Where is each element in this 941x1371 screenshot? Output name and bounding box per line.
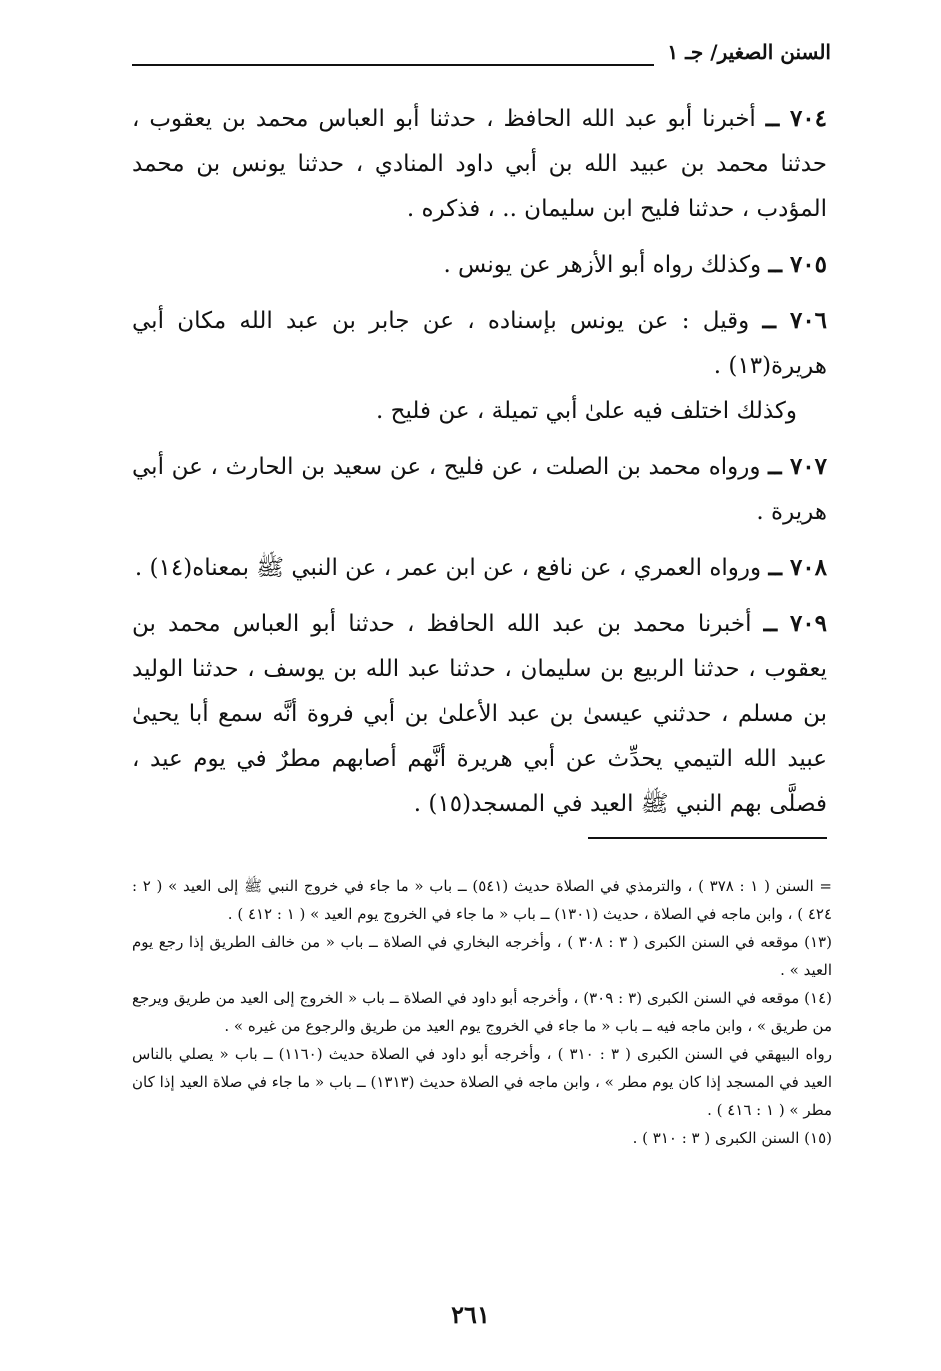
hadith-number: ٧٠٨ ــ (768, 554, 827, 581)
hadith-text: أخبرنا محمد بن عبد الله الحافظ ، حدثنا أبو العباس محمد بن يعقوب ، حدثنا الربيع بن سليمان ، حدثنا عبد الله بن يوسف ، حدثنا الوليد بن مسلم ، حدثني عيسىٰ بن عبد الأعلىٰ بن أبي فروة أنَّه سمع أبا يحيىٰ عبيد الله التيمي يحدِّث عن أبي هريرة أنَّهم أصابهم مطرٌ في يوم عيد ، فصلَّى بهم النبي ﷺ العيد في المسجد(١٥) . (132, 611, 827, 817)
running-header: السنن الصغير/ جـ ١ (667, 40, 831, 64)
header-rule (132, 64, 654, 66)
footnote-15: (١٥) السنن الكبرى ( ٣ : ٣١٠ ) . (632, 1129, 832, 1147)
hadith-707 (132, 444, 827, 535)
footnotes (132, 872, 832, 1152)
hadith-text: أخبرنا أبو عبد الله الحافظ ، حدثنا أبو العباس محمد بن يعقوب ، حدثنا محمد بن عبيد الله بن أبي داود المنادي ، حدثنا يونس بن محمد المؤدب ، حدثنا فليح ابن سليمان .. ، فذكره . (132, 106, 827, 222)
hadith-706 (132, 298, 827, 434)
footnote-continued: = السنن ( ١ : ٣٧٨ ) ، والترمذي في الصلاة حديث (٥٤١) ــ باب « ما جاء في خروج النبي ﷺ إلى العيد » ( ٢ : ٤٢٤ ) ، وابن ماجه في الصلاة ، حديث (١٣٠١) ــ باب « ما جاء في الخروج يوم العيد » ( ١ : ٤١٢ ) . (132, 877, 832, 923)
footnote-13: (١٣) موقعه في السنن الكبرى ( ٣ : ٣٠٨ ) ، وأخرجه البخاري في الصلاة ــ باب « من خالف الطريق إذا رجع يوم العيد » . (132, 933, 832, 979)
main-text (132, 96, 827, 837)
hadith-continuation: وكذلك اختلف فيه علىٰ أبي تميلة ، عن فليح . (376, 398, 797, 424)
footnote-rule (588, 837, 827, 839)
hadith-number: ٧٠٧ ــ (768, 453, 828, 480)
hadith-text: وكذلك رواه أبو الأزهر عن يونس . (443, 252, 762, 278)
hadith-number: ٧٠٦ ــ (762, 307, 828, 334)
hadith-705 (132, 242, 827, 288)
footnote-14-continued: رواه البيهقي في السنن الكبرى ( ٣ : ٣١٠ ) ، وأخرجه أبو داود في الصلاة حديث (١١٦٠) ــ باب « يصلي بالناس العيد في المسجد إذا كان يوم مطر » ، وابن ماجه في الصلاة حديث (١٣١٣) ــ باب « ما جاء في صلاة العيد إذا كان مطر » ( ١ : ٤١٦ ) . (132, 1045, 833, 1119)
footnote-14: (١٤) موقعه في السنن الكبرى (٣ : ٣٠٩) ، وأخرجه أبو داود في الصلاة ــ باب « الخروج إلى العيد من طريق ويرجع من طريق » ، وابن ماجه فيه ــ باب « ما جاء في الخروج يوم العيد من طريق والرجوع من غيره » . (132, 989, 832, 1035)
page-number: ٢٦١ (451, 1300, 490, 1329)
hadith-number: ٧٠٩ ــ (763, 610, 827, 637)
hadith-text: ورواه العمري ، عن نافع ، عن ابن عمر ، عن النبي ﷺ بمعناه(١٤) . (134, 555, 762, 581)
hadith-text: ورواه محمد بن الصلت ، عن فليح ، عن سعيد بن الحارث ، عن أبي هريرة . (132, 454, 827, 525)
hadith-number: ٧٠٥ ــ (768, 251, 827, 278)
hadith-704 (132, 96, 827, 232)
hadith-number: ٧٠٤ ــ (765, 105, 827, 132)
hadith-text: وقيل : عن يونس بإسناده ، عن جابر بن عبد الله مكان أبي هريرة(١٣) . (132, 308, 827, 379)
hadith-708 (132, 545, 827, 591)
hadith-709 (132, 601, 827, 827)
